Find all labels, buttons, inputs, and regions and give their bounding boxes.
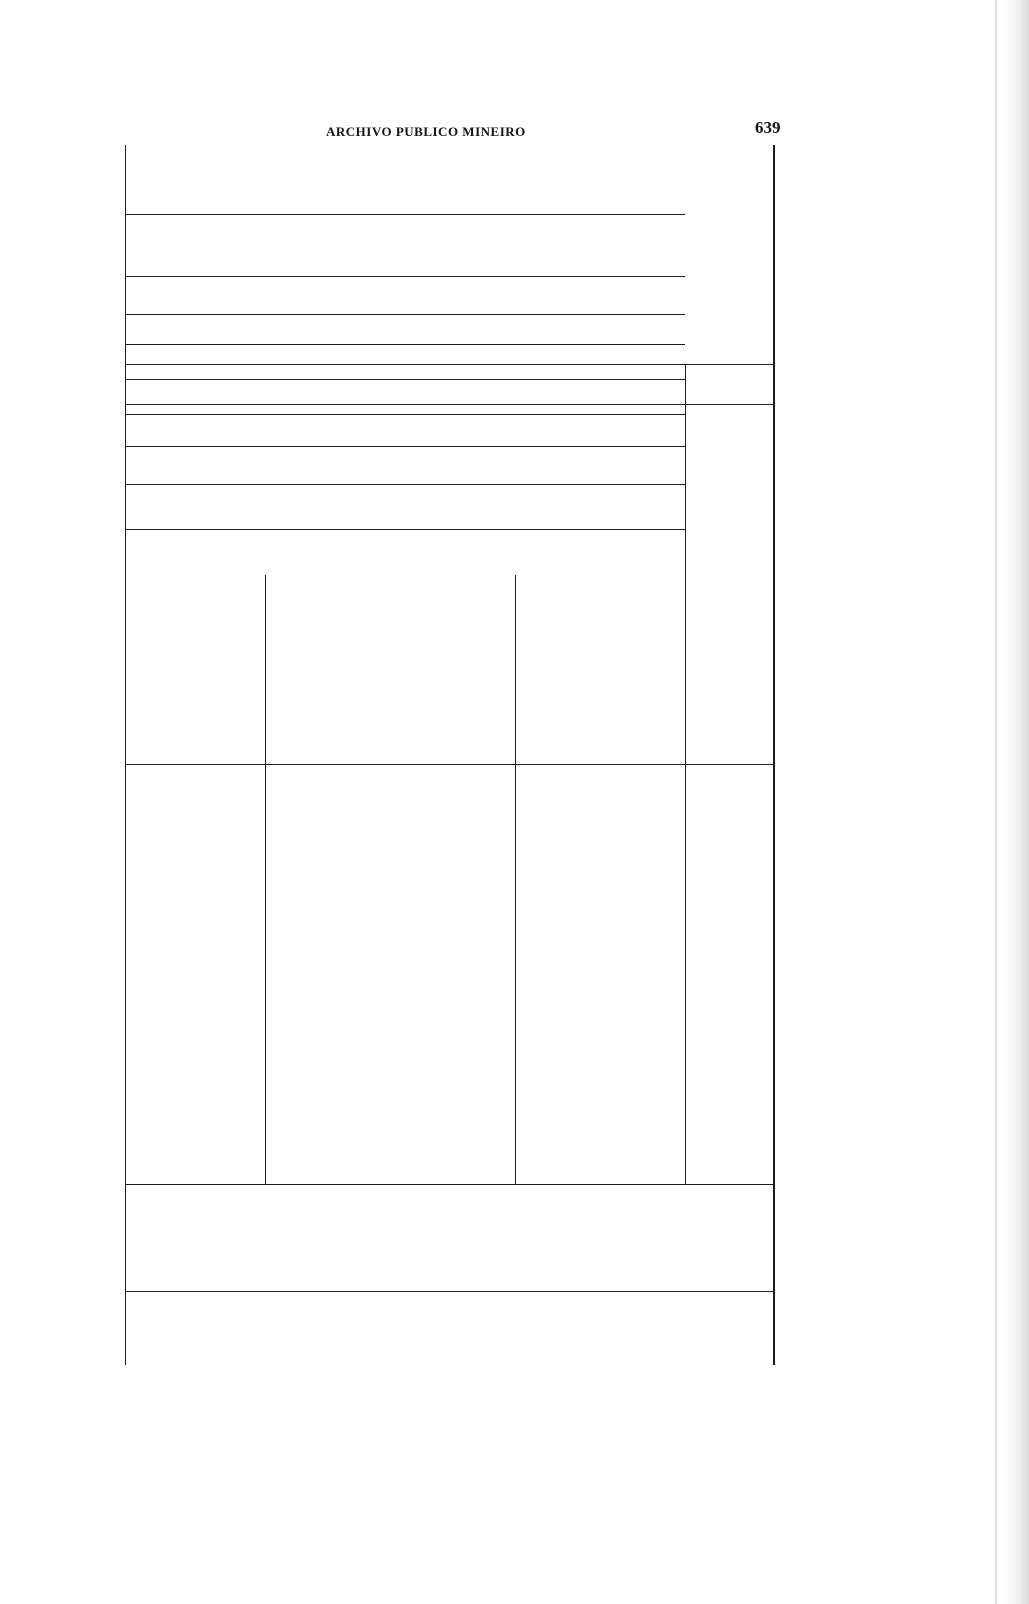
col-rule [125,446,685,447]
col-rule [125,1184,775,1185]
row-rule [685,365,686,1185]
col-rule [125,379,685,380]
col-rule [125,314,685,315]
row-rule [125,145,126,1365]
page-number: 639 [755,118,781,137]
col-rule [125,484,685,485]
col-rule [125,414,685,415]
rotated-table [125,145,775,1365]
col-rule [125,214,685,215]
col-rule [125,1291,775,1292]
page-edge [1003,0,1029,1604]
page-edge-shadow [995,0,997,1604]
col-rule [125,276,685,277]
col-rule [125,364,775,365]
col-rule [125,529,685,530]
row-rule [515,575,516,1185]
running-title: ARCHIVO PUBLICO MINEIRO [326,124,526,139]
col-rule [125,344,685,345]
col-rule [125,404,775,405]
table-bottom-rule [773,145,775,1365]
row-rule [265,575,266,1185]
col-rule [125,764,775,765]
